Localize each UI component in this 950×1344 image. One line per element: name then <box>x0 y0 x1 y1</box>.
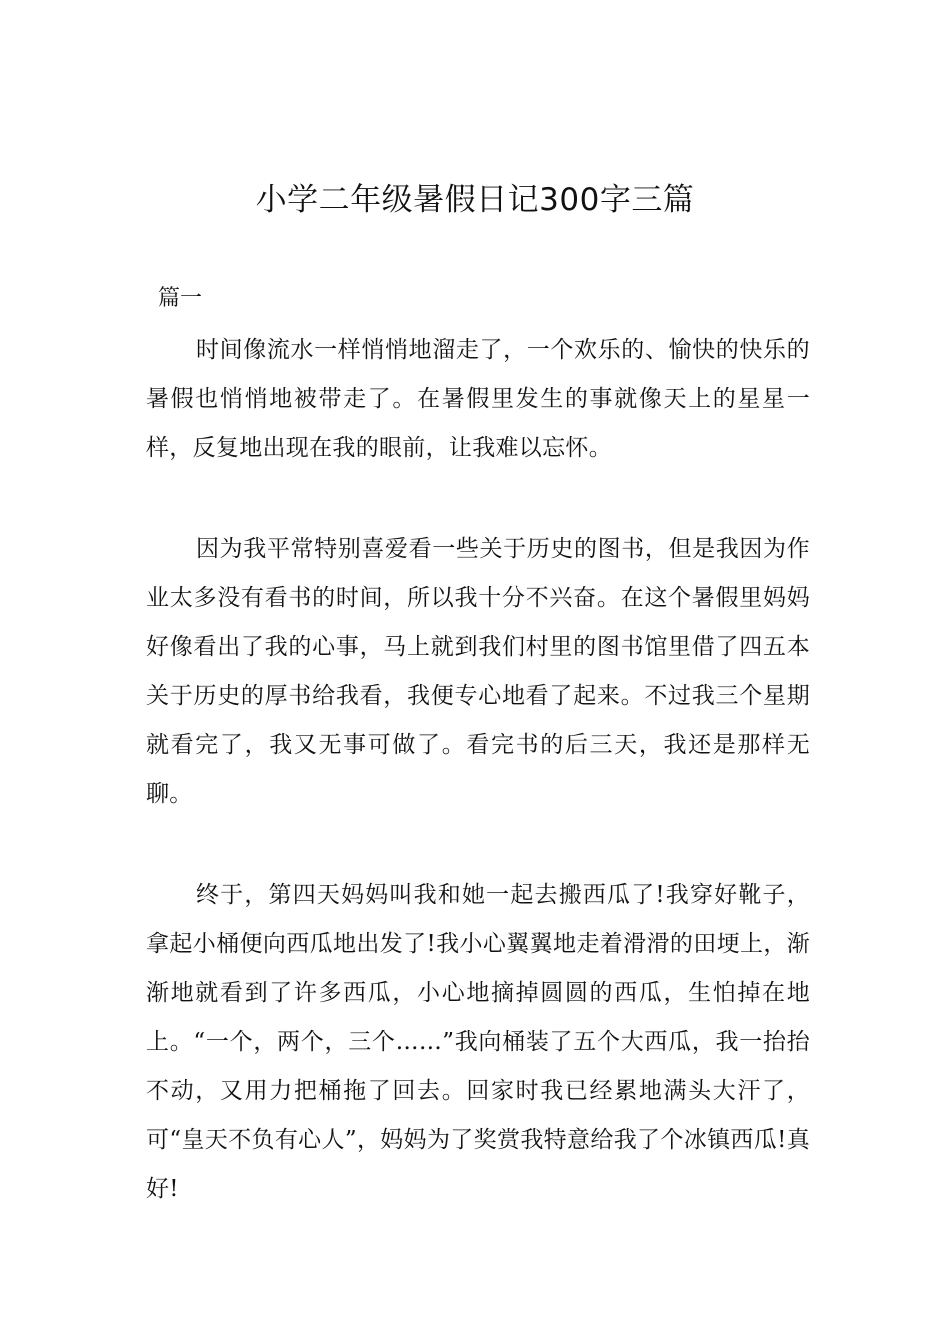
paragraph-2: 因为我平常特别喜爱看一些关于历史的图书，但是我因为作业太多没有看书的时间，所以我十分不兴奋。在这个暑假里妈妈好像看出了我的心事，马上就到我们村里的图书馆里借了四五本关于历史的厚书给我看，我便专心地看了起来。不过我三个星期就看完了，我又无事可做了。看完书的后三天，我还是那样无聊。 <box>146 536 810 807</box>
paragraph-1: 时间像流水一样悄悄地溜走了，一个欢乐的、愉快的快乐的暑假也悄悄地被带走了。在暑假里发生的事就像天上的星星一样，反复地出现在我的眼前，让我难以忘怀。 <box>146 337 810 461</box>
document-title: 小学二年级暑假日记300字三篇 <box>255 182 695 218</box>
paragraph-3: 终于，第四天妈妈叫我和她一起去搬西瓜了!我穿好靴子，拿起小桶便向西瓜地出发了!我小心翼翼地走着滑滑的田埂上，渐渐地就看到了许多西瓜，小心地摘掉圆圆的西瓜，生怕掉在地上。“一个，两个，三个……”我向桶装了五个大西瓜，我一抬抬不动，又用力把桶拖了回去。回家时我已经累地满头大汗了，可“皇天不负有心人”，妈妈为了奖赏我特意给我了个冰镇西瓜!真好! <box>146 882 810 1202</box>
section-label: 篇一 <box>158 286 203 311</box>
